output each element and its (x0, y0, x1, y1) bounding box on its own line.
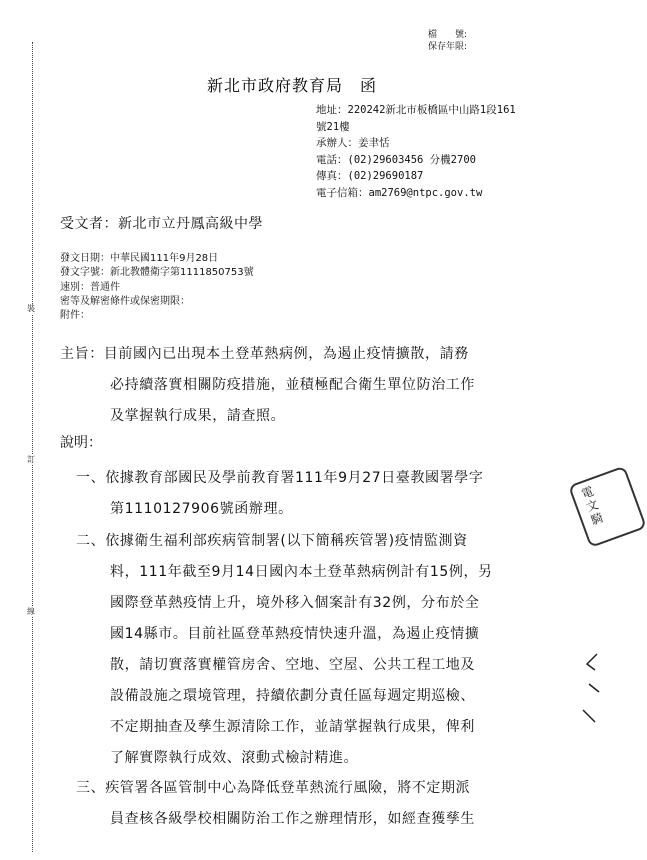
retention-period-label: 保存年限: (428, 42, 468, 52)
speed: 速別：普通件 (60, 281, 120, 293)
handwritten-marks-icon (575, 650, 600, 730)
contact-block (316, 102, 516, 201)
subject-line-3: 及掌握執行成果，請查照。 (110, 408, 286, 424)
item-line: 第1110127906號函辦理。 (110, 501, 293, 517)
phone: 電話：(02)29603456 分機2700 (316, 153, 476, 166)
item-line: 國際登革熱疫情上升，境外移入個案計有32例，分布於全 (110, 595, 480, 611)
item-line: 散，請切實落實權管房舍、空地、空屋、公共工程工地及 (110, 657, 475, 673)
item-line: 設備設施之環境管理，持續依劃分責任區每週定期巡檢、 (110, 688, 475, 704)
issue-date: 發文日期：中華民國111年9月28日 (60, 253, 219, 264)
secrecy: 密等及解密條件或保密期限： (60, 295, 190, 307)
fax: 傳真：(02)29690187 (316, 170, 424, 182)
subject-line-2: 必持續落實相關防疫措施，並積極配合衛生單位防治工作 (110, 377, 475, 393)
item-line: 國14縣市。目前社區登革熱疫情快速升溫，為遏止疫情擴 (110, 626, 480, 642)
subject (60, 339, 475, 432)
binding-mark-ding: 訂 (27, 455, 35, 464)
document-title: 新北市政府教育局 函 (207, 76, 378, 95)
recipient: 受文者：新北市立丹鳳高級中學 (60, 216, 263, 232)
official-seal-stamp (568, 465, 647, 548)
document-meta (60, 252, 254, 323)
stamp-char: 電 (579, 484, 596, 502)
item-line: 料，111年截至9月14日國內本土登革熱病例計有15例，另 (110, 564, 493, 580)
stamp-char: 騎 (589, 510, 606, 528)
item-line: 了解實際執行成效、滾動式檢討精進。 (110, 750, 359, 766)
item-line: 三、疾管署各區管制中心為降低登革熱流行風險，將不定期派 (76, 780, 471, 796)
stamp-char: 文 (584, 497, 601, 515)
email: 電子信箱：am2769@ntpc.gov.tw (316, 186, 483, 199)
binding-mark-xian: 線 (27, 607, 35, 616)
document-number: 發文字號：新北教體衛字第1111850753號 (60, 267, 254, 279)
archive-info (428, 29, 467, 53)
binding-dotted-line (32, 42, 33, 852)
item-line: 二、依據衛生福利部疾病管制署(以下簡稱疾管署)疫情監測資 (76, 533, 468, 549)
binding-mark-zhuang: 裝 (27, 304, 35, 313)
attachment: 附件： (60, 310, 90, 322)
item-line: 不定期抽查及孳生源清除工作，並請掌握執行成果，俾利 (110, 719, 475, 735)
item-line: 一、依據教育部國民及學前教育署111年9月27日臺教國署學字 (76, 470, 484, 486)
description-label: 說明： (60, 435, 102, 451)
subject-line-1: 主旨：目前國內已出現本土登革熱病例，為遏止疫情擴散，請務 (60, 346, 469, 362)
officer: 承辦人：姜聿恬 (316, 137, 390, 149)
file-number-label: 檔 號: (428, 30, 468, 40)
address-line-1: 地址：220242新北市板橋區中山路1段161 (316, 104, 516, 116)
description-item-2 (76, 526, 493, 774)
description-item-1 (76, 463, 483, 525)
description-item-3 (76, 773, 475, 835)
address-line-2: 號21樓 (316, 120, 350, 133)
item-line: 員查核各級學校相關防治工作之辦理情形，如經查獲孳生 (110, 811, 475, 827)
